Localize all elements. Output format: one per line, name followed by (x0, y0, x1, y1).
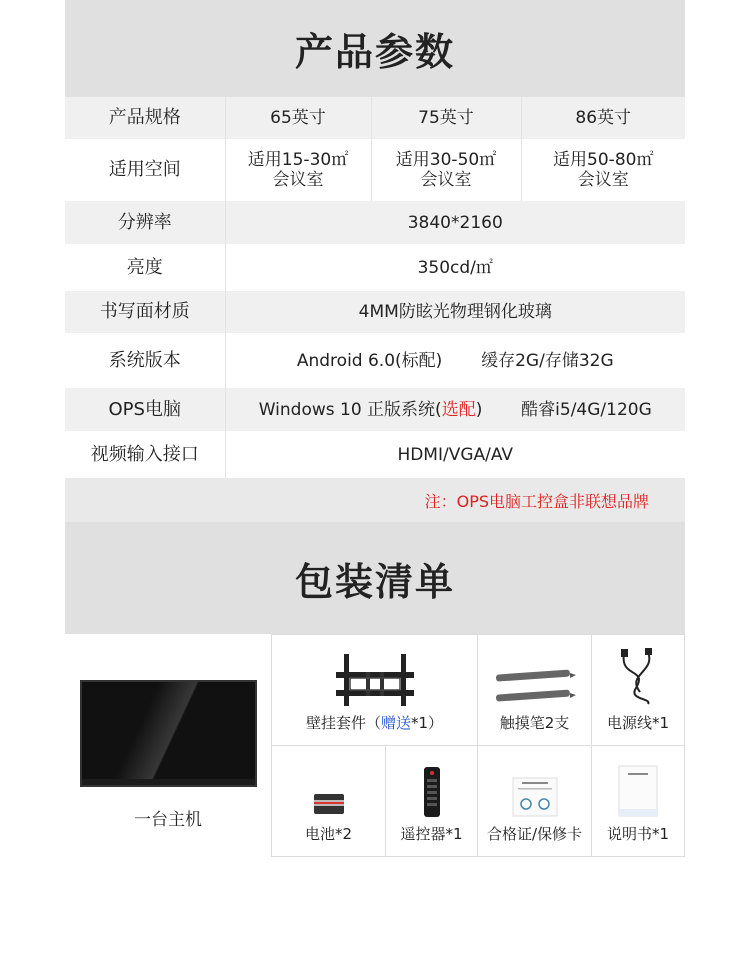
package-grid (271, 634, 685, 857)
package-warranty (477, 745, 592, 857)
ops-note: 注：OPS电脑工控盒非联想品牌 (65, 478, 685, 522)
row-ports (65, 431, 685, 478)
label-size: 产品规格 (65, 97, 225, 139)
brightness-value: 350cd/㎡ (225, 244, 685, 291)
spec-table (65, 97, 685, 478)
ops-windows-close: ) (475, 399, 483, 420)
package-pens (477, 634, 592, 746)
surface-value: 4MM防眩光物理钢化玻璃 (225, 291, 685, 333)
label-space: 适用空间 (65, 139, 225, 201)
size-86: 86英寸 (521, 97, 685, 139)
ops-optional-tag: 选配 (441, 399, 476, 420)
wall-mount-gift-tag: 赠送 (380, 714, 411, 732)
ops-value (225, 388, 685, 431)
row-ops (65, 388, 685, 431)
ports-value: HDMI/VGA/AV (225, 431, 685, 478)
stylus-pens-icon (494, 666, 576, 706)
row-surface (65, 291, 685, 333)
label-surface: 书写面材质 (65, 291, 225, 333)
space-86-range: 适用50-80㎡ (553, 150, 654, 170)
row-size (65, 97, 685, 139)
label-system: 系统版本 (65, 333, 225, 388)
remote-caption: 遥控器*1 (400, 825, 463, 843)
warranty-caption: 合格证/保修卡 (486, 825, 583, 843)
resolution-value: 3840*2160 (225, 201, 685, 244)
size-65: 65英寸 (225, 97, 371, 139)
space-86 (521, 139, 685, 201)
tv-display-icon (80, 680, 257, 787)
space-65 (225, 139, 371, 201)
manual-caption: 说明书*1 (606, 825, 670, 843)
ops-windows: Windows 10 正版系统( (258, 399, 442, 420)
wall-mount-icon (336, 654, 414, 706)
system-storage: 缓存2G/存储32G (481, 350, 614, 371)
package-title: 包装清单 (65, 522, 685, 634)
pens-caption: 触摸笔2支 (499, 714, 570, 732)
label-resolution: 分辨率 (65, 201, 225, 244)
size-75: 75英寸 (371, 97, 521, 139)
power-cable-icon (618, 648, 658, 706)
power-cable-caption: 电源线*1 (606, 714, 670, 732)
row-brightness (65, 244, 685, 291)
row-system (65, 333, 685, 388)
package-main-unit (65, 634, 271, 857)
wall-mount-caption (306, 712, 443, 733)
label-ports: 视频输入接口 (65, 431, 225, 478)
space-75 (371, 139, 521, 201)
remote-control-icon (423, 767, 441, 817)
system-android: Android 6.0(标配) (296, 350, 443, 371)
spec-title: 产品参数 (65, 0, 685, 97)
package-wall-mount (271, 634, 478, 746)
space-86-room: 会议室 (577, 170, 629, 190)
wall-mount-text: 壁挂套件（ (305, 714, 381, 732)
space-75-room: 会议室 (420, 170, 472, 190)
wall-mount-qty: *1） (410, 714, 444, 732)
package-power-cable (591, 634, 685, 746)
manual-booklet-icon (618, 765, 658, 817)
ops-cpu: 酷睿i5/4G/120G (521, 399, 652, 420)
system-value (225, 333, 685, 388)
label-brightness: 亮度 (65, 244, 225, 291)
row-space (65, 139, 685, 201)
package-remote (385, 745, 478, 857)
main-unit-caption: 一台主机 (134, 810, 202, 830)
package-manual (591, 745, 685, 857)
package-battery (271, 745, 386, 857)
space-65-range: 适用15-30㎡ (247, 150, 349, 170)
space-75-range: 适用30-50㎡ (395, 150, 497, 170)
space-65-room: 会议室 (272, 170, 324, 190)
battery-caption: 电池*2 (304, 825, 353, 843)
battery-icon (312, 791, 346, 817)
label-ops: OPS电脑 (65, 388, 225, 431)
row-resolution (65, 201, 685, 244)
warranty-card-icon (512, 777, 558, 817)
